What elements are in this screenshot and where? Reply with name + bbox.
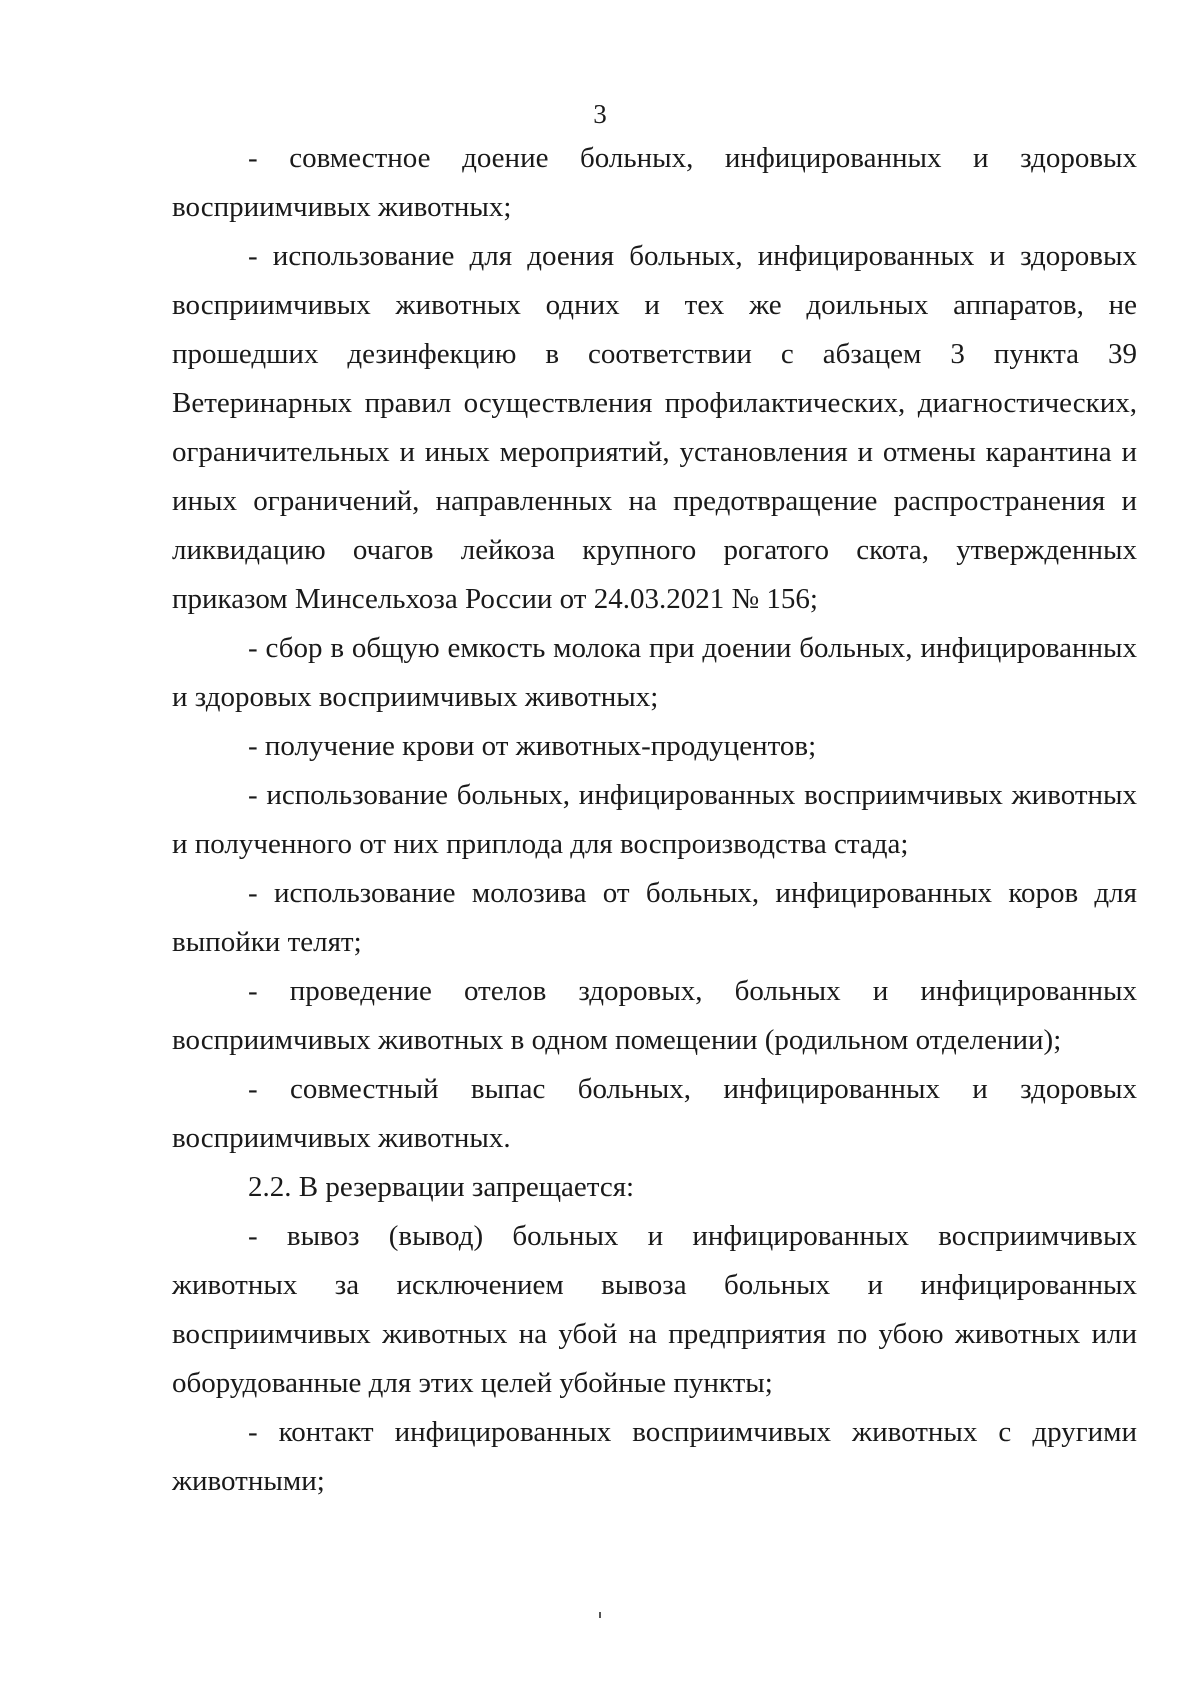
paragraph-blood-collection: - получение крови от животных-продуцентов; bbox=[248, 730, 817, 762]
paragraph-joint-milking: - совместное доение больных, инфицированных и здоровых восприимчивых животных; bbox=[172, 142, 1137, 223]
paragraph-calving: - проведение отелов здоровых, больных и инфицированных восприимчивых животных в одном помещении (родильном отделении); bbox=[172, 975, 1137, 1056]
paragraph-herd-reproduction: - использование больных, инфицированных восприимчивых животных и полученного от них приплода для воспроизводства стада; bbox=[172, 779, 1137, 860]
paragraph-milking-equipment: - использование для доения больных, инфицированных и здоровых восприимчивых животных одних и тех же доильных аппаратов, не прошедших дезинфекцию в соответствии с абзацем 3 пункта 39 Ветеринарных правил осуществления профилактических, диагностических, ограничительных и иных мероприятий, установления и отмены карантина и иных ограничений, направленных на предотвращение распространения и ликвидацию очагов лейкоза крупного рогатого скота, утвержденных приказом Минсельхоза России от 24.03.2021 № 156; bbox=[172, 240, 1137, 615]
paragraph-milk-collection: - сбор в общую емкость молока при доении больных, инфицированных и здоровых восприимчивых животных; bbox=[172, 632, 1137, 713]
document-body bbox=[172, 134, 1137, 1506]
paragraph-contact-ban: - контакт инфицированных восприимчивых животных с другими животными; bbox=[172, 1416, 1137, 1497]
page-number: 3 bbox=[593, 99, 607, 129]
section-heading-2-2: 2.2. В резервации запрещается: bbox=[248, 1171, 635, 1203]
paragraph-colostrum: - использование молозива от больных, инфицированных коров для выпойки телят; bbox=[172, 877, 1137, 958]
paragraph-export-ban: - вывоз (вывод) больных и инфицированных восприимчивых животных за исключением вывоза больных и инфицированных восприимчивых животных на убой на предприятия по убою животных или оборудованные для этих целей убойные пункты; bbox=[172, 1220, 1137, 1399]
scan-mark bbox=[599, 1612, 601, 1618]
paragraph-joint-grazing: - совместный выпас больных, инфицированных и здоровых восприимчивых животных. bbox=[172, 1073, 1137, 1154]
